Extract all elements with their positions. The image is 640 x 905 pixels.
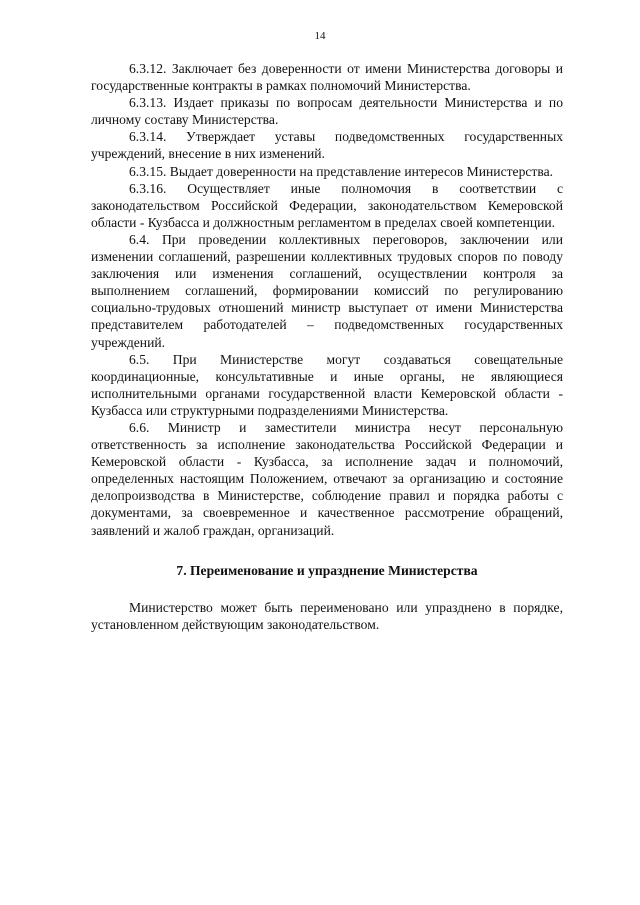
paragraph-6-6: 6.6. Министр и заместители министра несут персональную ответственность за исполнение законодательства Российской Федерации и Кемеровской области - Кузбасса, за исполнение задач и полномочий, определенных настоящим Положением, отвечают за организацию и состояние делопроизводства в Министерстве, соблюдение правил и порядка работы с документами, за своевременное и качественное рассмотрение обращений, заявлений и жалоб граждан, организаций.	[91, 419, 563, 538]
paragraph-6-5: 6.5. При Министерстве могут создаваться совещательные координационные, консультативные и иные органы, не являющиеся исполнительными органами государственной власти Кемеровской области - Кузбасса или структурными подразделениями Министерства.	[91, 351, 563, 418]
paragraph-6-3-13: 6.3.13. Издает приказы по вопросам деятельности Министерства и по личному составу Министерства.	[91, 95, 563, 128]
section-7-heading: 7. Переименование и упразднение Министерства	[176, 562, 478, 578]
page-number: 14	[314, 30, 326, 42]
paragraph-6-3-12: 6.3.12. Заключает без доверенности от имени Министерства договоры и государственные контракты в рамках полномочий Министерства.	[91, 61, 563, 94]
paragraph-6-4: 6.4. При проведении коллективных переговоров, заключении или изменении соглашений, разрешении коллективных трудовых споров по поводу заключения или изменения соглашений, осуществлении контроля за выполнением соглашений, формировании комиссий по регулированию социально-трудовых отношений министр выступает от имени Министерства представителем работодателей – подведомственных государственных учреждений.	[91, 231, 563, 350]
section-7-paragraph: Министерство может быть переименовано или упразднено в порядке, установленном действующим законодательством.	[91, 599, 563, 632]
paragraph-6-3-16: 6.3.16. Осуществляет иные полномочия в соответствии с законодательством Российской Федерации, законодательством Кемеровской области - Кузбасса и должностным регламентом в пределах своей компетенции.	[91, 180, 563, 230]
paragraph-6-3-14: 6.3.14. Утверждает уставы подведомственных государственных учреждений, внесение в них изменений.	[91, 129, 563, 162]
paragraph-6-3-15: 6.3.15. Выдает доверенности на представление интересов Министерства.	[129, 163, 554, 179]
document-body	[91, 60, 563, 633]
